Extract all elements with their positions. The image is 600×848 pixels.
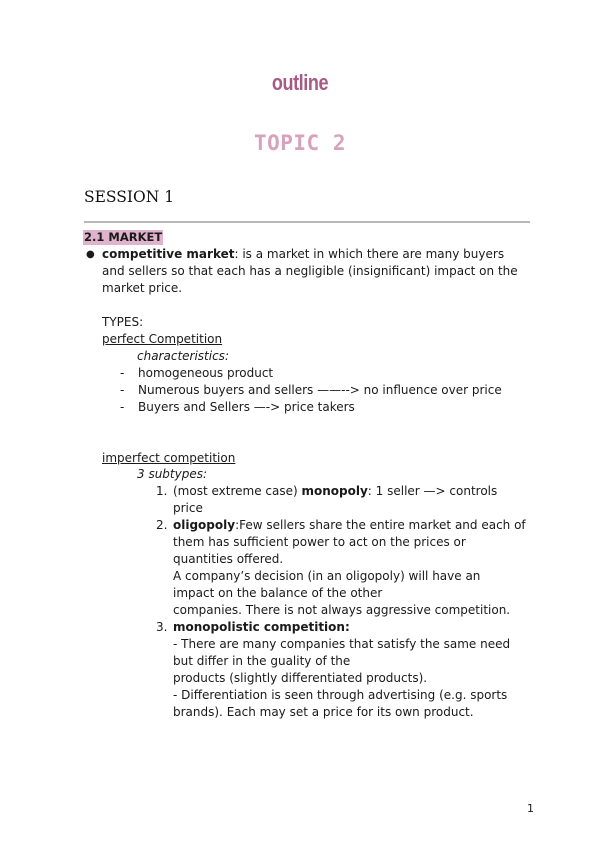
oligopoly-definition: :Few sellers share the entire market and each of [235,518,526,532]
monopolistic-line-3: but differ in the guality of the [173,654,351,668]
topic-heading: TOPIC 2 [253,131,346,155]
oligopoly-line-3: quantities offered. [173,552,284,566]
dash-marker: - [120,400,125,414]
monopoly-definition: : 1 seller —> controls [367,484,498,498]
monopolistic-line-5: - Differentiation is seen through advertising (e.g. sports [173,688,508,702]
monopolistic-line-2: - There are many companies that satisfy the same need [173,637,511,651]
characteristic-item: Buyers and Sellers —-> price takers [138,400,355,414]
types-label: TYPES: [102,315,144,329]
section-heading-market: 2.1 MARKET [84,230,163,244]
oligopoly-line-4: A company’s decision (in an oligopoly) will have an [173,569,481,583]
subtypes-label: 3 subtypes: [137,467,208,481]
competitive-market-line-2: and sellers so that each has a negligible (insignificant) impact on the [102,264,518,278]
horizontal-divider [84,221,530,223]
monopolistic-line-4: products (slightly differentiated products). [173,671,428,685]
monopoly-prefix: (most extreme case) [173,484,302,498]
bullet-icon: ● [86,249,95,260]
list-number: 3. [156,620,168,634]
characteristics-label: characteristics: [137,349,229,363]
oligopoly-line-1 [173,517,526,534]
monopoly-line-1 [173,483,497,500]
monopolistic-competition-term: monopolistic competition: [173,620,350,634]
competitive-market-term: competitive market [102,247,235,261]
page-number: 1 [527,802,534,815]
competitive-market-line-1 [102,246,504,263]
list-number: 1. [156,484,168,498]
monopoly-line-2: price [173,501,203,515]
competitive-market-definition: : is a market in which there are many buyers [234,247,505,261]
competitive-market-line-3: market price. [102,281,183,295]
monopoly-term: monopoly [301,484,368,498]
imperfect-competition-heading: imperfect competition [102,451,236,465]
oligopoly-line-6: companies. There is not always aggressive competition. [173,603,511,617]
monopolistic-line-6: brands). Each may set a price for its own product. [173,705,474,719]
perfect-competition-heading: perfect Competition [102,332,223,346]
dash-marker: - [120,383,125,397]
characteristic-item: homogeneous product [138,366,274,380]
characteristic-item: Numerous buyers and sellers ——--> no influence over price [138,383,502,397]
oligopoly-term: oligopoly [173,518,236,532]
document-title: outline [271,70,329,95]
session-heading: SESSION 1 [84,188,175,206]
oligopoly-line-5: impact on the balance of the other [173,586,383,600]
dash-marker: - [120,366,125,380]
list-number: 2. [156,518,168,532]
oligopoly-line-2: them has sufficient power to act on the prices or [173,535,466,549]
